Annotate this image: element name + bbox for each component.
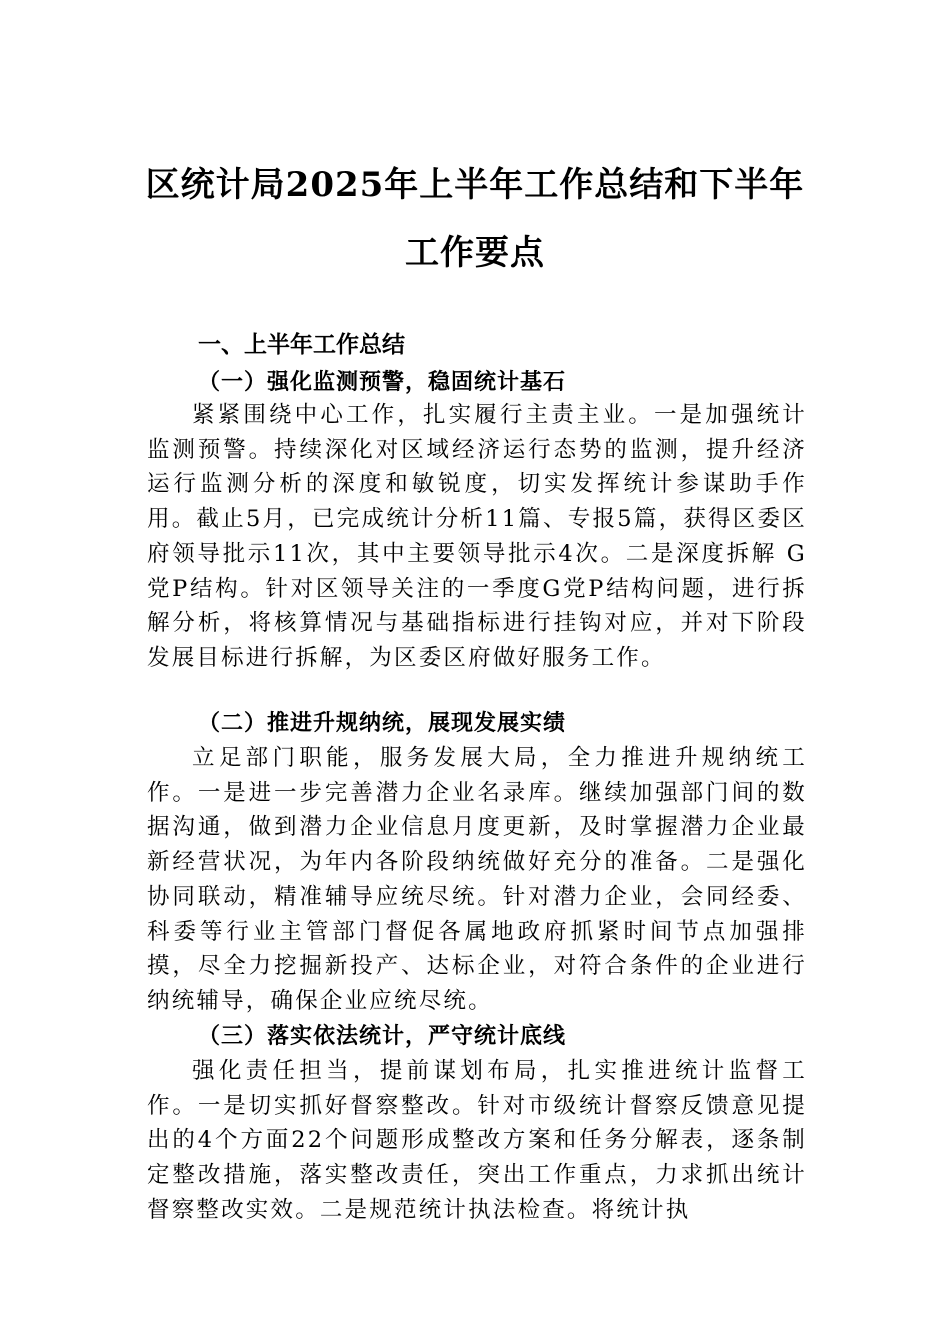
subsection-heading-2: （二）推进升规纳统，展现发展实绩: [198, 710, 567, 736]
subsection-heading-3: （三）落实依法统计，严守统计底线: [198, 1023, 567, 1049]
subsection-heading-1: （一）强化监测预警，稳固统计基石: [198, 369, 567, 395]
section-heading: 一、上半年工作总结: [198, 332, 405, 358]
paragraph-1: 紧紧围绕中心工作，扎实履行主责主业。一是加强统计监测预警。持续深化对区域经济运行态势的监测，提升经济运行监测分析的深度和敏锐度，切实发挥统计参谋助手作用。截止5月，已完成统计分析11篇、专报5篇，获得区委区府领导批示11次，其中主要领导批示4次。二是深度拆解 G党P结构。针对区领导关注的一季度G党P结构问题，进行拆解分析，将核算情况与基础指标进行挂钩对应，并对下阶段发展目标进行拆解，为区委区府做好服务工作。: [147, 402, 807, 671]
document-title-line-1: 区统计局2025年上半年工作总结和下半年: [145, 165, 805, 205]
paragraph-3: 强化责任担当，提前谋划布局，扎实推进统计监督工作。一是切实抓好督察整改。针对市级统计督察反馈意见提出的4个方面22个问题形成整改方案和任务分解表，逐条制定整改措施，落实整改责任，突出工作重点，力求抓出统计督察整改实效。二是规范统计执法检查。将统计执: [147, 1058, 807, 1223]
document-title-line-2: 工作要点: [405, 233, 545, 273]
paragraph-2: 立足部门职能，服务发展大局，全力推进升规纳统工作。一是进一步完善潜力企业名录库。继续加强部门间的数据沟通，做到潜力企业信息月度更新，及时掌握潜力企业最新经营状况，为年内各阶段纳统做好充分的准备。二是强化协同联动，精准辅导应统尽统。针对潜力企业，会同经委、科委等行业主管部门督促各属地政府抓紧时间节点加强排摸，尽全力挖掘新投产、达标企业，对符合条件的企业进行纳统辅导，确保企业应统尽统。: [147, 745, 807, 1014]
